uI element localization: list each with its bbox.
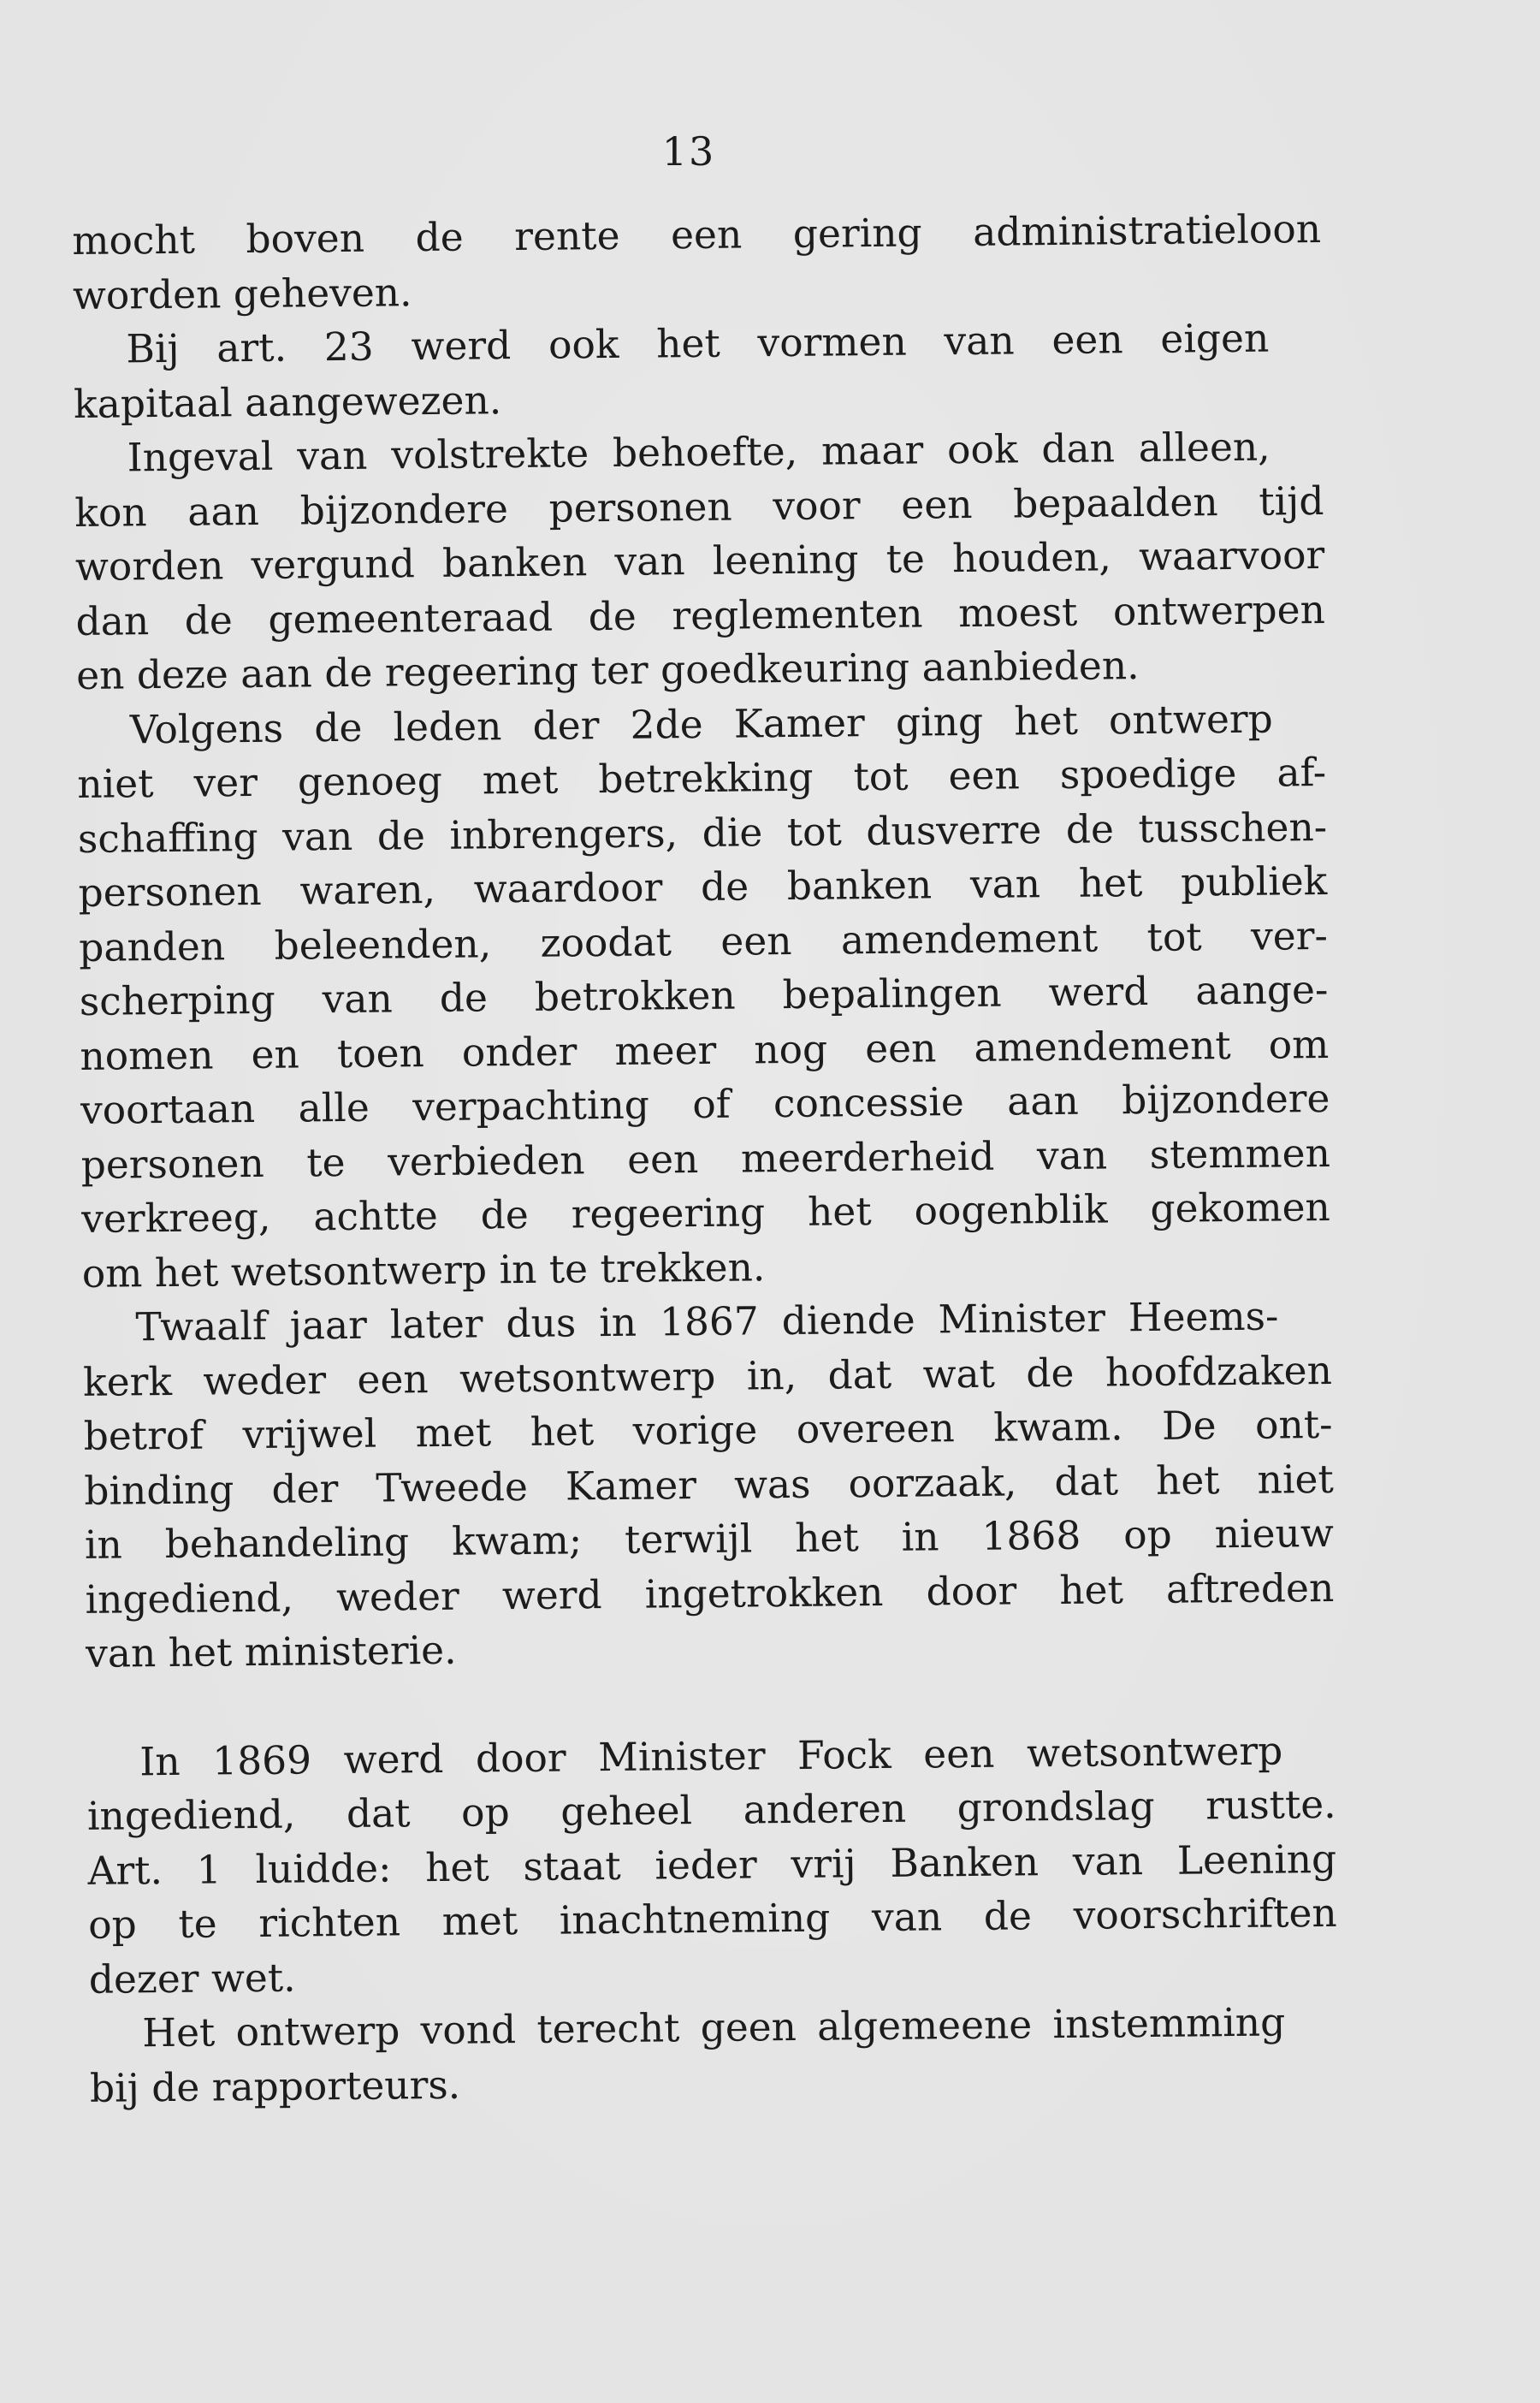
text-line: Het ontwerp vond terecht geen algemeene instemming [142,1999,1286,2056]
text-line: op te richten met inachtneming van de voorschriften [87,1890,1337,1948]
text-line: kapitaal aangewezen. [73,377,502,427]
text-line: Ingeval van volstrekte behoefte, maar ook dan alleen, [127,424,1270,481]
text-line: van het ministerie. [85,1627,457,1676]
text-line: ingediend, weder werd ingetrokken door het aftreden [85,1564,1335,1623]
text-line: binding der Tweede Kamer was oorzaak, dat het niet [84,1456,1334,1514]
text-line: Twaalf jaar later dus in 1867 diende Minister Heems- [135,1293,1279,1350]
text-line: schaffing van de inbrengers, die tot dusverre de tusschen- [77,804,1328,862]
text-line: nomen en toen onder meer nog een amendement om [80,1021,1330,1079]
paragraph [86,1723,1338,2007]
text-line: personen te verbieden een meerderheid van stemmen [80,1130,1331,1188]
text-line: mocht boven de rente een gering administratieloon [72,205,1322,264]
text-line: betrof vrijwel met het vorige overeen kwam. De ont- [83,1401,1333,1459]
body-text [72,202,1339,2115]
paragraph [74,419,1325,703]
text-line: in behandeling kwam; terwijl het in 1868 op nieuw [84,1510,1335,1568]
text-line: om het wetsontwerp in te trekken. [81,1243,766,1296]
text-line: ingediend, dat op geheel anderen grondslag rustte. [86,1781,1336,1839]
text-line: verkreeg, achtte de regeering het oogenblik gekomen [81,1184,1331,1242]
paragraph [82,1289,1335,1681]
text-line: kon aan bijzondere personen voor een bepaalden tijd [74,478,1324,536]
paragraph [73,311,1323,431]
text-line: Bij art. 23 werd ook het vormen van een eigen [126,315,1270,372]
text-line: In 1869 werd door Minister Fock een wetsontwerp [139,1727,1283,1784]
text-line: kerk weder een wetsontwerp in, dat wat de hoofdzaken [82,1347,1333,1405]
text-line: voortaan alle verpachting of concessie aan bijzondere [80,1075,1330,1133]
text-line: dezer wet. [88,1955,296,2002]
text-line: scherping van de betrokken bepalingen werd aange- [79,966,1329,1024]
text-line: worden geheven. [72,269,412,318]
text-line: bij de rapporteurs. [89,2062,461,2111]
text-line: Volgens de leden der 2de Kamer ging het ontwerp [129,696,1274,752]
text-line: personen waren, waardoor de banken van het publiek [78,857,1328,916]
text-line: niet ver genoeg met betrekking tot een spoedige af- [77,749,1327,807]
paragraph [76,691,1331,1300]
page-number: 13 [661,128,716,175]
text-line: panden beleenden, zoodat een amendement tot ver- [78,912,1329,970]
text-line: worden vergund banken van leening te houden, waarvoor [74,531,1325,590]
text-line: en deze aan de regeering ter goedkeuring aanbieden. [75,643,1140,698]
text-line: Art. 1 luidde: het staat ieder vrij Banken van Leening [87,1836,1337,1894]
paragraph [72,202,1322,323]
paragraph [89,1995,1339,2115]
text-line: dan de gemeenteraad de reglementen moest ontwerpen [75,586,1326,644]
